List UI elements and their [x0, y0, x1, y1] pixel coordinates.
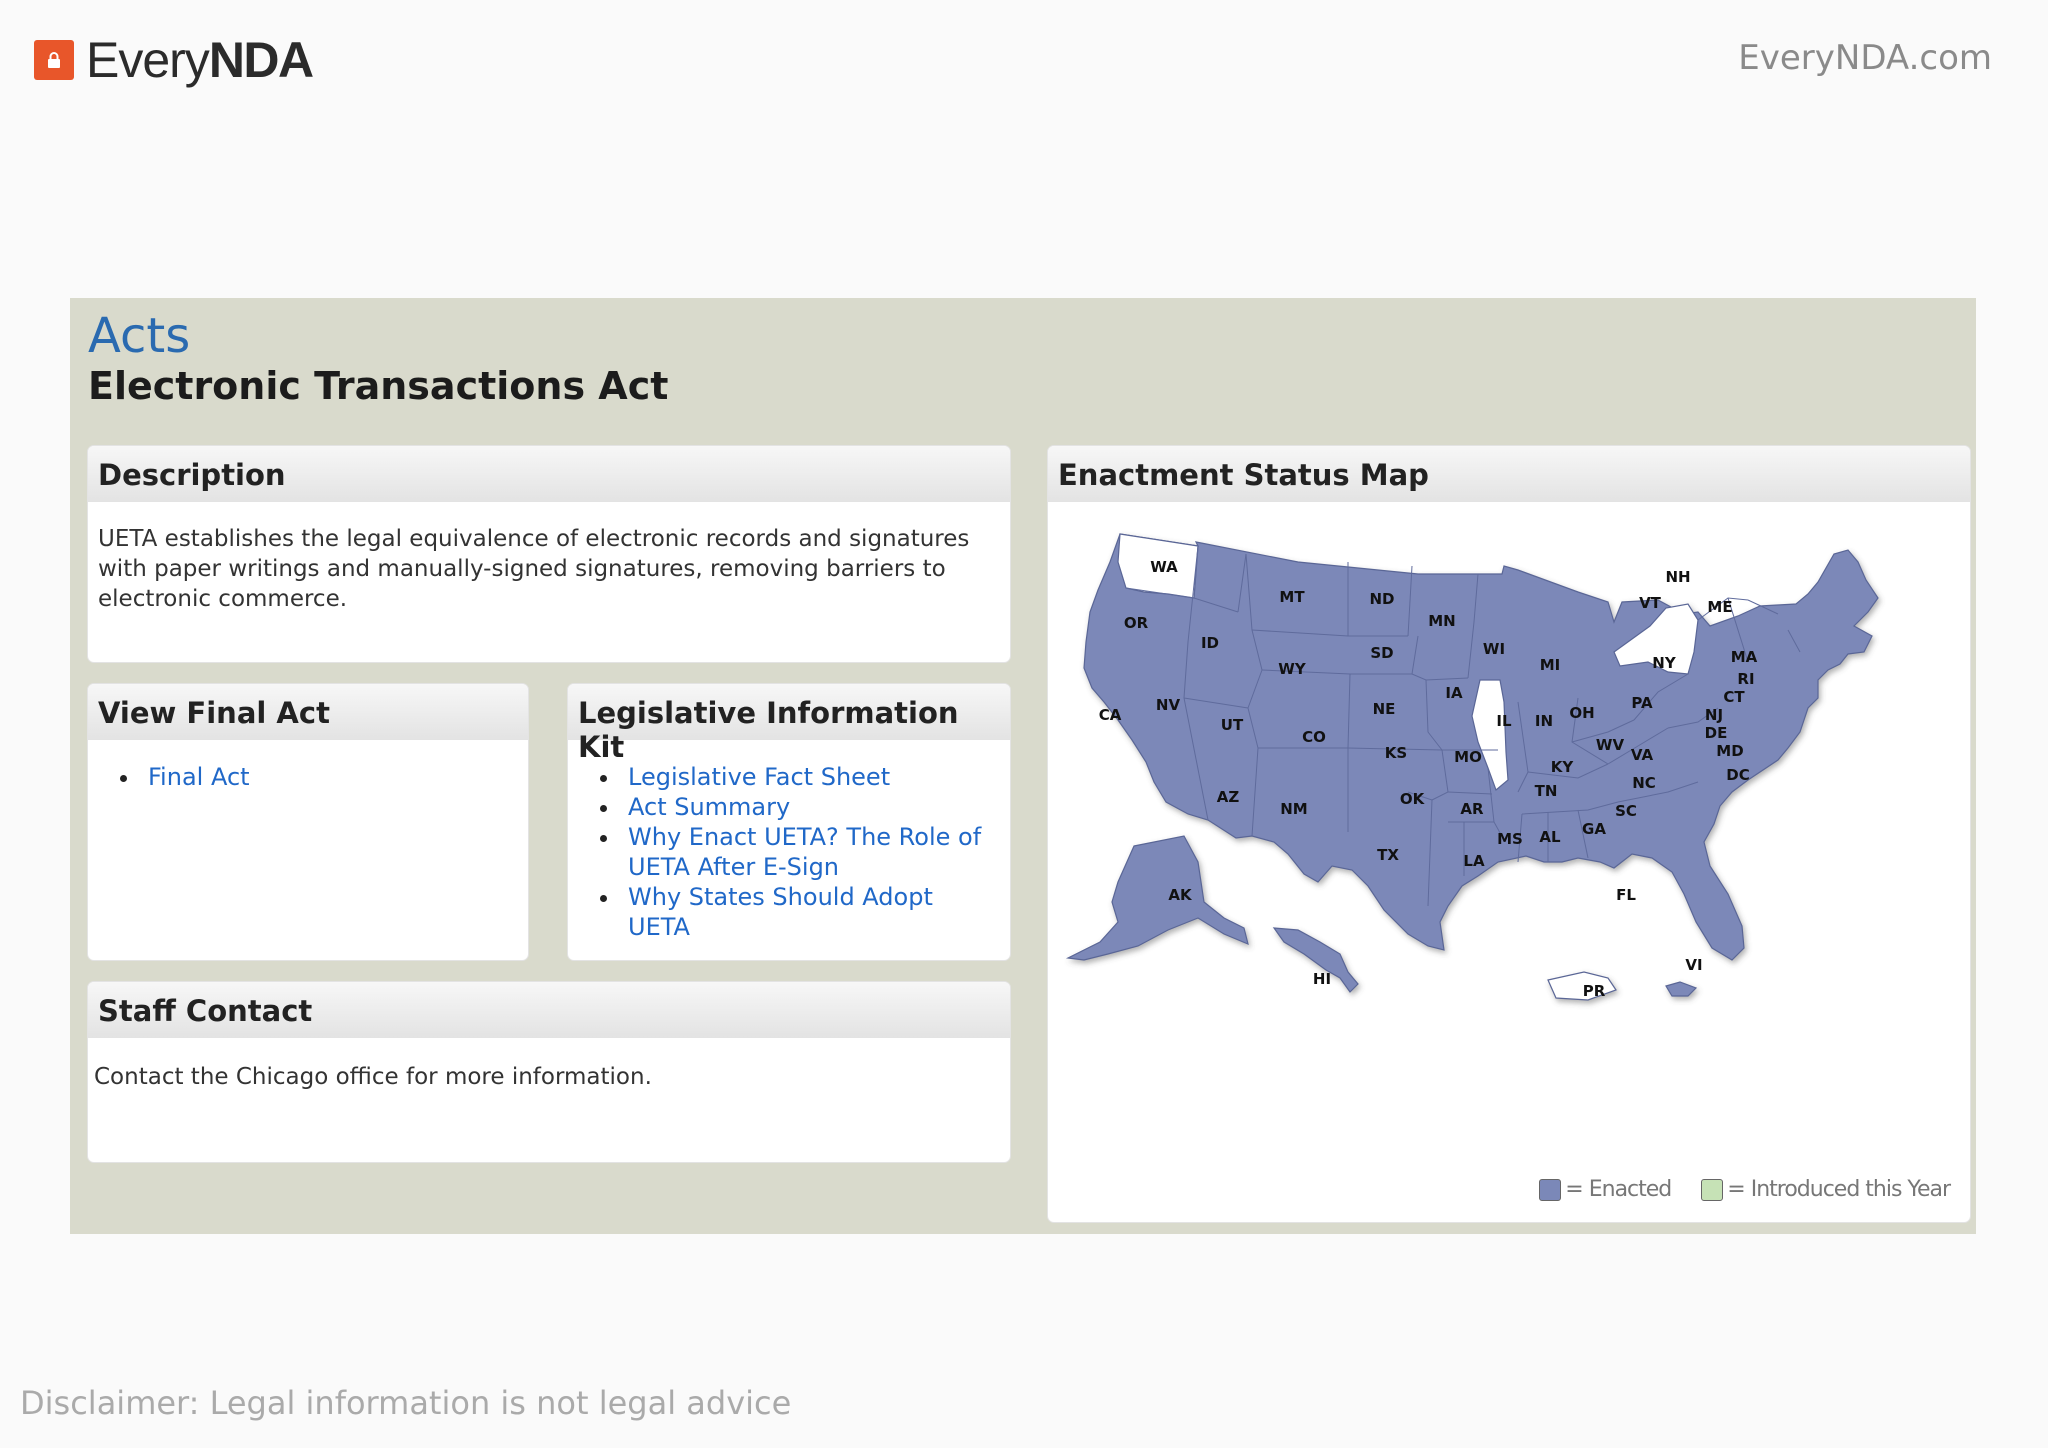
- state-label-al[interactable]: AL: [1539, 828, 1561, 846]
- everynda-logo[interactable]: [34, 30, 313, 90]
- legend-introduced: [1701, 1177, 1950, 1202]
- state-label-ky[interactable]: KY: [1550, 758, 1574, 776]
- state-label-la[interactable]: LA: [1463, 852, 1485, 870]
- state-label-in[interactable]: IN: [1534, 712, 1554, 730]
- state-label-nm[interactable]: NM: [1280, 800, 1308, 818]
- state-label-wv[interactable]: WV: [1595, 736, 1625, 754]
- territory-vi[interactable]: [1666, 982, 1696, 996]
- legislative-kit-card: [568, 684, 1010, 960]
- why-adopt-link[interactable]: Why States Should Adopt UETA: [628, 883, 933, 941]
- state-label-ny[interactable]: NY: [1652, 654, 1676, 672]
- description-card: [88, 446, 1010, 662]
- legislative-kit-list: [578, 762, 1000, 942]
- description-text: UETA establishes the legal equivalence of electronic records and signatures with paper writings and manually-signed signatures, removing barriers to electronic commerce.: [98, 526, 970, 612]
- state-label-wy[interactable]: WY: [1278, 660, 1306, 678]
- final-act-heading: View Final Act: [88, 684, 528, 740]
- map-legend: [1509, 1177, 1950, 1202]
- state-label-il[interactable]: IL: [1496, 712, 1512, 730]
- state-label-mt[interactable]: MT: [1279, 588, 1305, 606]
- state-label-wi[interactable]: WI: [1482, 640, 1506, 658]
- state-label-az[interactable]: AZ: [1216, 788, 1240, 806]
- state-label-fl[interactable]: FL: [1616, 886, 1636, 904]
- site-link[interactable]: EveryNDA.com: [1738, 38, 1992, 78]
- staff-contact-card: [88, 982, 1010, 1162]
- state-label-ga[interactable]: GA: [1582, 820, 1606, 838]
- legislative-kit-heading: Legislative Information Kit: [568, 684, 1010, 740]
- list-item: [598, 822, 1000, 882]
- why-enact-link[interactable]: Why Enact UETA? The Role of UETA After E-Sign: [628, 823, 982, 881]
- state-label-vt[interactable]: VT: [1639, 594, 1661, 612]
- state-label-dc[interactable]: DC: [1726, 766, 1750, 784]
- state-label-sc[interactable]: SC: [1615, 802, 1637, 820]
- final-act-link[interactable]: Final Act: [148, 763, 250, 791]
- state-ak[interactable]: [1068, 836, 1248, 960]
- state-label-ak[interactable]: AK: [1168, 886, 1192, 904]
- staff-contact-text: Contact the Chicago office for more information.: [94, 1064, 652, 1090]
- state-label-ma[interactable]: MA: [1730, 648, 1758, 666]
- state-label-ms[interactable]: MS: [1497, 830, 1523, 848]
- description-heading: Description: [88, 446, 1010, 502]
- state-label-tn[interactable]: TN: [1534, 782, 1558, 800]
- fact-sheet-link[interactable]: Legislative Fact Sheet: [628, 763, 891, 791]
- list-item: [118, 762, 518, 792]
- act-summary-link[interactable]: Act Summary: [628, 793, 791, 821]
- state-label-ca[interactable]: CA: [1098, 706, 1122, 724]
- list-item: [598, 882, 1000, 942]
- state-label-nd[interactable]: ND: [1369, 590, 1395, 608]
- state-label-wa[interactable]: WA: [1150, 558, 1178, 576]
- state-label-mi[interactable]: MI: [1539, 656, 1561, 674]
- state-label-oh[interactable]: OH: [1569, 704, 1595, 722]
- state-label-tx[interactable]: TX: [1377, 846, 1399, 864]
- enactment-map-card: [1048, 446, 1970, 1222]
- state-label-va[interactable]: VA: [1630, 746, 1654, 764]
- state-label-me[interactable]: ME: [1707, 598, 1733, 616]
- acts-panel: [70, 298, 1976, 1234]
- list-item: [598, 762, 1000, 792]
- state-label-ia[interactable]: IA: [1445, 684, 1463, 702]
- state-label-ks[interactable]: KS: [1384, 744, 1408, 762]
- state-label-ok[interactable]: OK: [1399, 790, 1425, 808]
- us-enactment-map[interactable]: [1048, 502, 1970, 1222]
- enactment-map-heading: Enactment Status Map: [1048, 446, 1970, 502]
- state-label-nj[interactable]: NJ: [1704, 706, 1724, 724]
- state-label-ar[interactable]: AR: [1460, 800, 1484, 818]
- state-label-md[interactable]: MD: [1716, 742, 1744, 760]
- final-act-list: [98, 762, 518, 792]
- state-label-mn[interactable]: MN: [1428, 612, 1456, 630]
- staff-contact-heading: Staff Contact: [88, 982, 1010, 1038]
- state-label-nv[interactable]: NV: [1155, 696, 1181, 714]
- legend-enacted: [1539, 1177, 1671, 1202]
- state-label-ne[interactable]: NE: [1372, 700, 1396, 718]
- state-label-nc[interactable]: NC: [1632, 774, 1656, 792]
- lock-icon: [34, 40, 74, 80]
- state-label-nh[interactable]: NH: [1665, 568, 1691, 586]
- state-label-id[interactable]: ID: [1200, 634, 1220, 652]
- legend-enacted-label: = Enacted: [1565, 1177, 1672, 1202]
- disclaimer: Disclaimer: Legal information is not legal advice: [20, 1384, 792, 1422]
- logo-wordmark: EveryNDA: [86, 32, 313, 88]
- enacted-swatch: [1539, 1179, 1561, 1201]
- state-label-ut[interactable]: UT: [1220, 716, 1244, 734]
- state-label-vi[interactable]: VI: [1685, 956, 1703, 974]
- legend-introduced-label: = Introduced this Year: [1727, 1177, 1950, 1202]
- state-label-hi[interactable]: HI: [1312, 970, 1332, 988]
- state-label-ct[interactable]: CT: [1723, 688, 1745, 706]
- map-svg[interactable]: [1048, 502, 1970, 1222]
- section-title[interactable]: Acts: [88, 308, 191, 364]
- state-label-de[interactable]: DE: [1704, 724, 1728, 742]
- introduced-swatch: [1701, 1179, 1723, 1201]
- state-label-or[interactable]: OR: [1123, 614, 1149, 632]
- final-act-card: [88, 684, 528, 960]
- state-label-sd[interactable]: SD: [1370, 644, 1394, 662]
- state-label-co[interactable]: CO: [1302, 728, 1326, 746]
- state-label-pr[interactable]: PR: [1582, 982, 1606, 1000]
- state-label-ri[interactable]: RI: [1737, 670, 1755, 688]
- state-label-mo[interactable]: MO: [1454, 748, 1482, 766]
- state-label-pa[interactable]: PA: [1631, 694, 1653, 712]
- act-title: Electronic Transactions Act: [88, 364, 669, 408]
- list-item: [598, 792, 1000, 822]
